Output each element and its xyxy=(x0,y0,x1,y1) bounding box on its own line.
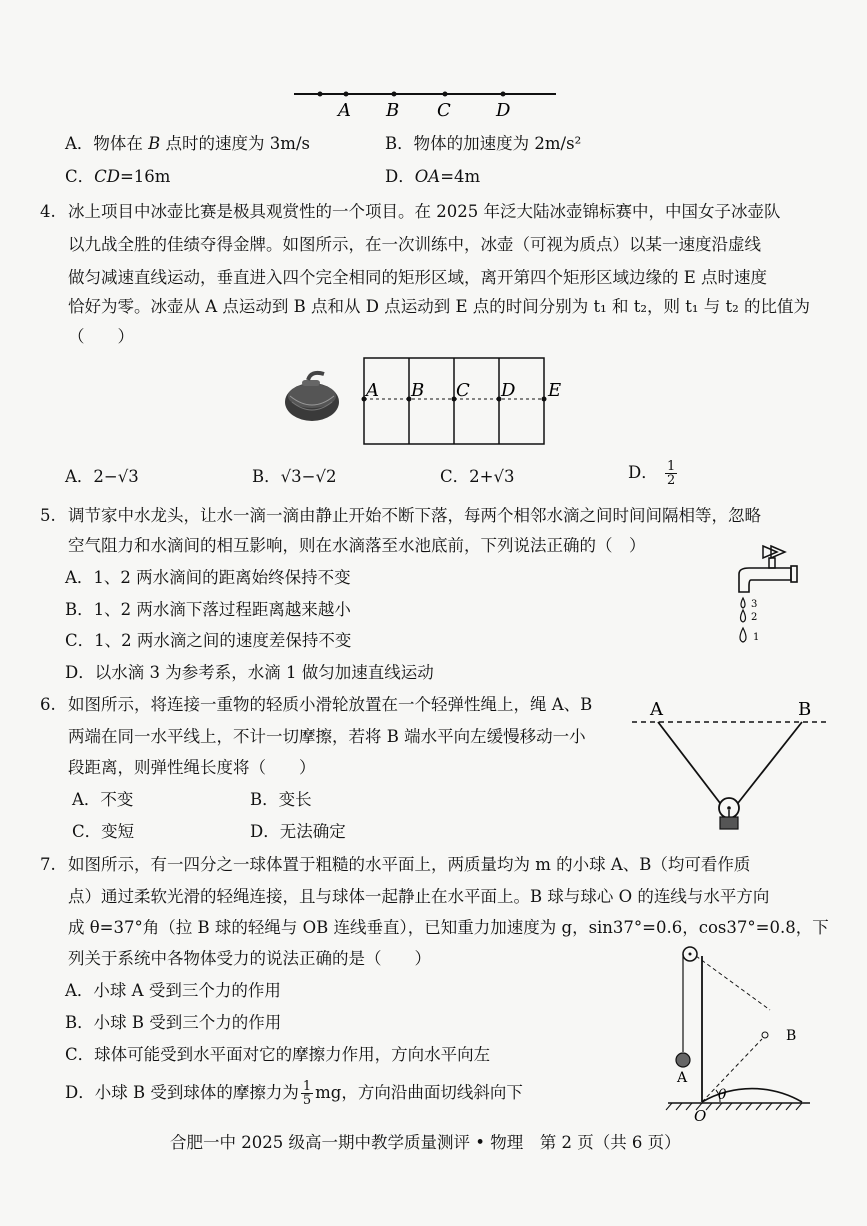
q6-option-d[interactable]: D．无法确定 xyxy=(250,822,346,841)
svg-text:θ: θ xyxy=(718,1087,727,1103)
label-d: D xyxy=(496,100,511,121)
q4-stem-line-2: 以九战全胜的佳绩夺得金牌。如图所示，在一次训练中，冰壶（可视为质点）以某一速度沿虚线 xyxy=(68,235,761,254)
q4-stem-line-3: 做匀减速直线运动，垂直进入四个完全相同的矩形区域，离开第四个矩形区域边缘的 E 点时速度 xyxy=(68,268,768,287)
svg-text:B: B xyxy=(798,699,812,720)
faucet-icon xyxy=(739,546,797,592)
label-a: A xyxy=(338,100,351,121)
curling-stone-icon xyxy=(285,373,339,421)
q6-stem-line-1: 如图所示，将连接一重物的轻质小滑轮放置在一个轻弹性绳上，绳 A、B xyxy=(68,695,593,714)
svg-text:A: A xyxy=(677,1070,688,1086)
q3-option-b[interactable]: B．物体的加速度为 2m/s² xyxy=(385,134,582,153)
svg-text:A: A xyxy=(650,699,663,720)
q3-option-a[interactable]: A．物体在 B 点时的速度为 3m/s xyxy=(65,134,310,153)
q7-option-a[interactable]: A．小球 A 受到三个力的作用 xyxy=(65,981,281,1000)
q7-stem-line-4: 列关于系统中各物体受力的说法正确的是（ ） xyxy=(68,949,431,968)
q5-stem-line-2: 空气阻力和水滴间的相互影响，则在水滴落至水池底前，下列说法正确的（ ） xyxy=(68,536,646,555)
svg-text:D: D xyxy=(501,380,516,401)
q4-answer-bracket: （ ） xyxy=(68,327,134,346)
q6-stem-line-3: 段距离，则弹性绳长度将（ ） xyxy=(68,758,316,777)
pulley-figure xyxy=(630,695,830,830)
label-c: C xyxy=(437,100,451,121)
ball-b-icon xyxy=(762,1032,768,1038)
curling-figure xyxy=(280,354,580,448)
q4-option-d[interactable]: D． $\frac{1}{2}$ xyxy=(628,459,676,488)
svg-text:E: E xyxy=(548,380,562,401)
label-b: B xyxy=(386,100,400,121)
q4-option-c[interactable]: C．2+√3 xyxy=(440,467,515,486)
q6-number: 6. xyxy=(40,695,56,714)
q4-stem-line-4: 恰好为零。冰壶从 A 点运动到 B 点和从 D 点运动到 E 点的时间分别为 t₁ 和 t₂，则 t₁ 与 t₂ 的比值为 xyxy=(68,297,810,316)
quarter-sphere-figure xyxy=(662,942,817,1122)
q7-number: 7. xyxy=(40,855,56,874)
svg-text:1: 1 xyxy=(753,632,760,643)
svg-text:O: O xyxy=(694,1107,707,1122)
drop-3-icon xyxy=(741,598,745,608)
q7-option-d[interactable]: D．小球 B 受到球体的摩擦力为 $\frac{1}{5}$ mg，方向沿曲面切线斜向下 xyxy=(65,1079,523,1108)
q4-number: 4. xyxy=(40,202,56,221)
q6-stem-line-2: 两端在同一水平线上，不计一切摩擦，若将 B 端水平向左缓慢移动一小 xyxy=(68,727,586,746)
q7-stem-line-1: 如图所示，有一四分之一球体置于粗糙的水平面上，两质量均为 m 的小球 A、B（均可看作质 xyxy=(68,855,751,874)
fraction: $\frac{1}{5}$ xyxy=(302,1079,312,1108)
svg-text:C: C xyxy=(456,380,470,401)
drop-2-icon xyxy=(741,610,746,622)
q7-option-c[interactable]: C．球体可能受到水平面对它的摩擦力作用，方向水平向左 xyxy=(65,1045,491,1064)
q5-stem-line-1: 调节家中水龙头，让水一滴一滴由静止开始不断下落，每两个相邻水滴之间时间间隔相等，忽略 xyxy=(68,506,761,525)
svg-text:B: B xyxy=(786,1028,797,1044)
svg-text:A: A xyxy=(366,380,379,401)
top-line-figure xyxy=(290,82,560,122)
svg-text:2: 2 xyxy=(751,612,758,623)
svg-text:3: 3 xyxy=(751,599,758,610)
q6-option-a[interactable]: A．不变 xyxy=(72,790,134,809)
q5-number: 5. xyxy=(40,506,56,525)
q3-option-c[interactable]: C．CD=16m xyxy=(65,167,171,186)
q6-option-c[interactable]: C．变短 xyxy=(72,822,135,841)
q5-option-a[interactable]: A．1、2 两水滴间的距离始终保持不变 xyxy=(65,568,351,587)
ball-a-icon xyxy=(676,1053,690,1067)
q3-option-d[interactable]: D．OA=4m xyxy=(385,167,481,186)
q4-option-a[interactable]: A．2−√3 xyxy=(65,467,139,486)
q5-option-c[interactable]: C．1、2 两水滴之间的速度差保持不变 xyxy=(65,631,352,650)
weight-icon xyxy=(720,817,738,829)
svg-text:B: B xyxy=(411,380,425,401)
q4-option-b[interactable]: B．√3−√2 xyxy=(252,467,337,486)
q6-option-b[interactable]: B．变长 xyxy=(250,790,312,809)
q5-option-b[interactable]: B．1、2 两水滴下落过程距离越来越小 xyxy=(65,600,351,619)
q4-stem-line-1: 冰上项目中冰壶比赛是极具观赏性的一个项目。在 2025 年泛大陆冰壶锦标赛中，中国女子冰壶队 xyxy=(68,202,781,221)
drop-1-icon xyxy=(740,628,746,642)
q5-option-d[interactable]: D．以水滴 3 为参考系，水滴 1 做匀加速直线运动 xyxy=(65,663,434,682)
q7-stem-line-2: 点）通过柔软光滑的轻绳连接，且与球体一起静止在水平面上。B 球与球心 O 的连线与水平方向 xyxy=(68,887,770,906)
faucet-figure xyxy=(725,540,815,655)
fraction: $\frac{1}{2}$ xyxy=(666,459,676,488)
page-footer: 合肥一中 2025 级高一期中教学质量测评 • 物理 第 2 页（共 6 页） xyxy=(170,1133,681,1152)
q7-stem-line-3: 成 θ=37°角（拉 B 球的轻绳与 OB 连线垂直），已知重力加速度为 g，sin37°=0.6，cos37°=0.8，下 xyxy=(68,918,829,937)
q7-option-b[interactable]: B．小球 B 受到三个力的作用 xyxy=(65,1013,282,1032)
